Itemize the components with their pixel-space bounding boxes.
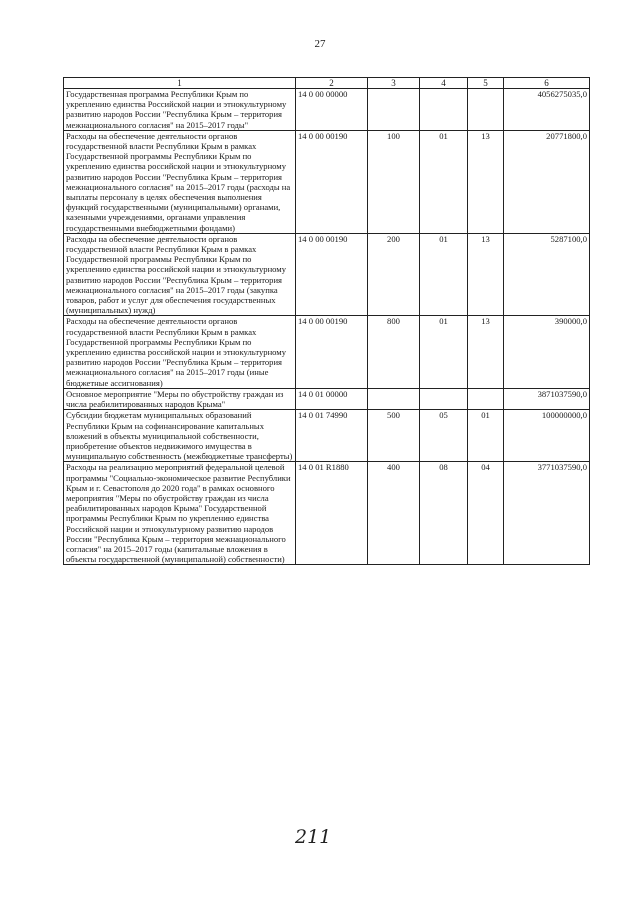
table-row: [64, 388, 590, 409]
row-section: 05: [420, 410, 468, 462]
row-subsection: 13: [468, 233, 504, 316]
row-code: 14 0 01 00000: [296, 388, 368, 409]
row-type: 200: [368, 233, 420, 316]
row-code: 14 0 00 00190: [296, 130, 368, 233]
row-code: 14 0 00 00190: [296, 316, 368, 388]
column-header-section: 4: [420, 78, 468, 89]
row-section: [420, 89, 468, 131]
row-subsection: [468, 388, 504, 409]
row-subsection: 13: [468, 130, 504, 233]
column-header-type: 3: [368, 78, 420, 89]
row-section: 01: [420, 316, 468, 388]
row-name: Основное мероприятие "Меры по обустройству граждан из числа реабилитированных народов Крыма": [64, 388, 296, 409]
row-type: 400: [368, 462, 420, 565]
row-amount: 4056275035,0: [504, 89, 590, 131]
row-type: [368, 89, 420, 131]
row-code: 14 0 01 74990: [296, 410, 368, 462]
page-number: 27: [314, 38, 326, 50]
row-type: [368, 388, 420, 409]
row-type: 500: [368, 410, 420, 462]
column-header-code: 2: [296, 78, 368, 89]
row-name: Государственная программа Республики Крым по укреплению единства Российской нации и этнокультурному развитию народов России "Республика Крым – территория межнационального согласия" на 2015–2017 годы": [64, 89, 296, 131]
row-name: Расходы на реализацию мероприятий федеральной целевой программы "Социально-экономическое развитие Республики Крым и г. Севастополя до 2020 года" в рамках основного мероприятия "Меры по обустройству граждан из числа реабилитированных народов Крыма" Государственной программы Республики Крым по укреплению единства Российской нации и этнокультурному развитию народов России "Республика Крым – территория межнационального согласия" на 2015–2017 годы (капитальные вложения в объекты государственной (муниципальной) собственности): [64, 462, 296, 565]
row-type: 800: [368, 316, 420, 388]
row-amount: 390000,0: [504, 316, 590, 388]
row-code: 14 0 01 R1880: [296, 462, 368, 565]
handwritten-page-mark: 211: [295, 826, 332, 848]
table-row: [64, 89, 590, 131]
row-subsection: 13: [468, 316, 504, 388]
row-amount: 20771800,0: [504, 130, 590, 233]
table-row: [64, 410, 590, 462]
row-amount: 3771037590,0: [504, 462, 590, 565]
row-amount: 3871037590,0: [504, 388, 590, 409]
row-name: Расходы на обеспечение деятельности органов государственной власти Республики Крым в рамках Государственной программы Республики Крым по укреплению единства российской нации и этнокультурному развитию народов России "Республика Крым – территория межнационального согласия" на 2015–2017 годы (закупка товаров, работ и услуг для обеспечения государственных (муниципальных) нужд): [64, 233, 296, 316]
row-section: 08: [420, 462, 468, 565]
row-name: Расходы на обеспечение деятельности органов государственной власти Республики Крым в рамках Государственной программы Республики Крым по укреплению единства российской нации и этнокультурному развитию народов России "Республика Крым – территория межнационального согласия" на 2015–2017 годы (иные бюджетные ассигнования): [64, 316, 296, 388]
row-name: Расходы на обеспечение деятельности органов государственной власти Республики Крым в рамках Государственной программы Республики Крым по укреплению единства российской нации и этнокультурному развитию народов России "Республика Крым – территория межнационального согласия" на 2015–2017 годы (расходы на выплаты персоналу в целях обеспечения выполнения функций государственными (муниципальными) органами, казенными учреждениями, органами управления государственными внебюджетными фондами): [64, 130, 296, 233]
table-row: [64, 462, 590, 565]
budget-table: [63, 77, 590, 565]
table-row: [64, 233, 590, 316]
column-header-subsection: 5: [468, 78, 504, 89]
row-name: Субсидии бюджетам муниципальных образований Республики Крым на софинансирование капитальных вложений в объекты муниципальной собственности, приобретение объектов недвижимого имущества в муниципальную собственность (межбюджетные трансферты): [64, 410, 296, 462]
table-header-row: [64, 78, 590, 89]
row-section: [420, 388, 468, 409]
row-section: 01: [420, 130, 468, 233]
row-code: 14 0 00 00190: [296, 233, 368, 316]
table-row: [64, 316, 590, 388]
row-subsection: 04: [468, 462, 504, 565]
row-code: 14 0 00 00000: [296, 89, 368, 131]
row-section: 01: [420, 233, 468, 316]
row-amount: 100000000,0: [504, 410, 590, 462]
row-subsection: 01: [468, 410, 504, 462]
column-header-name: 1: [64, 78, 296, 89]
row-type: 100: [368, 130, 420, 233]
table-row: [64, 130, 590, 233]
row-amount: 5287100,0: [504, 233, 590, 316]
column-header-amount: 6: [504, 78, 590, 89]
row-subsection: [468, 89, 504, 131]
